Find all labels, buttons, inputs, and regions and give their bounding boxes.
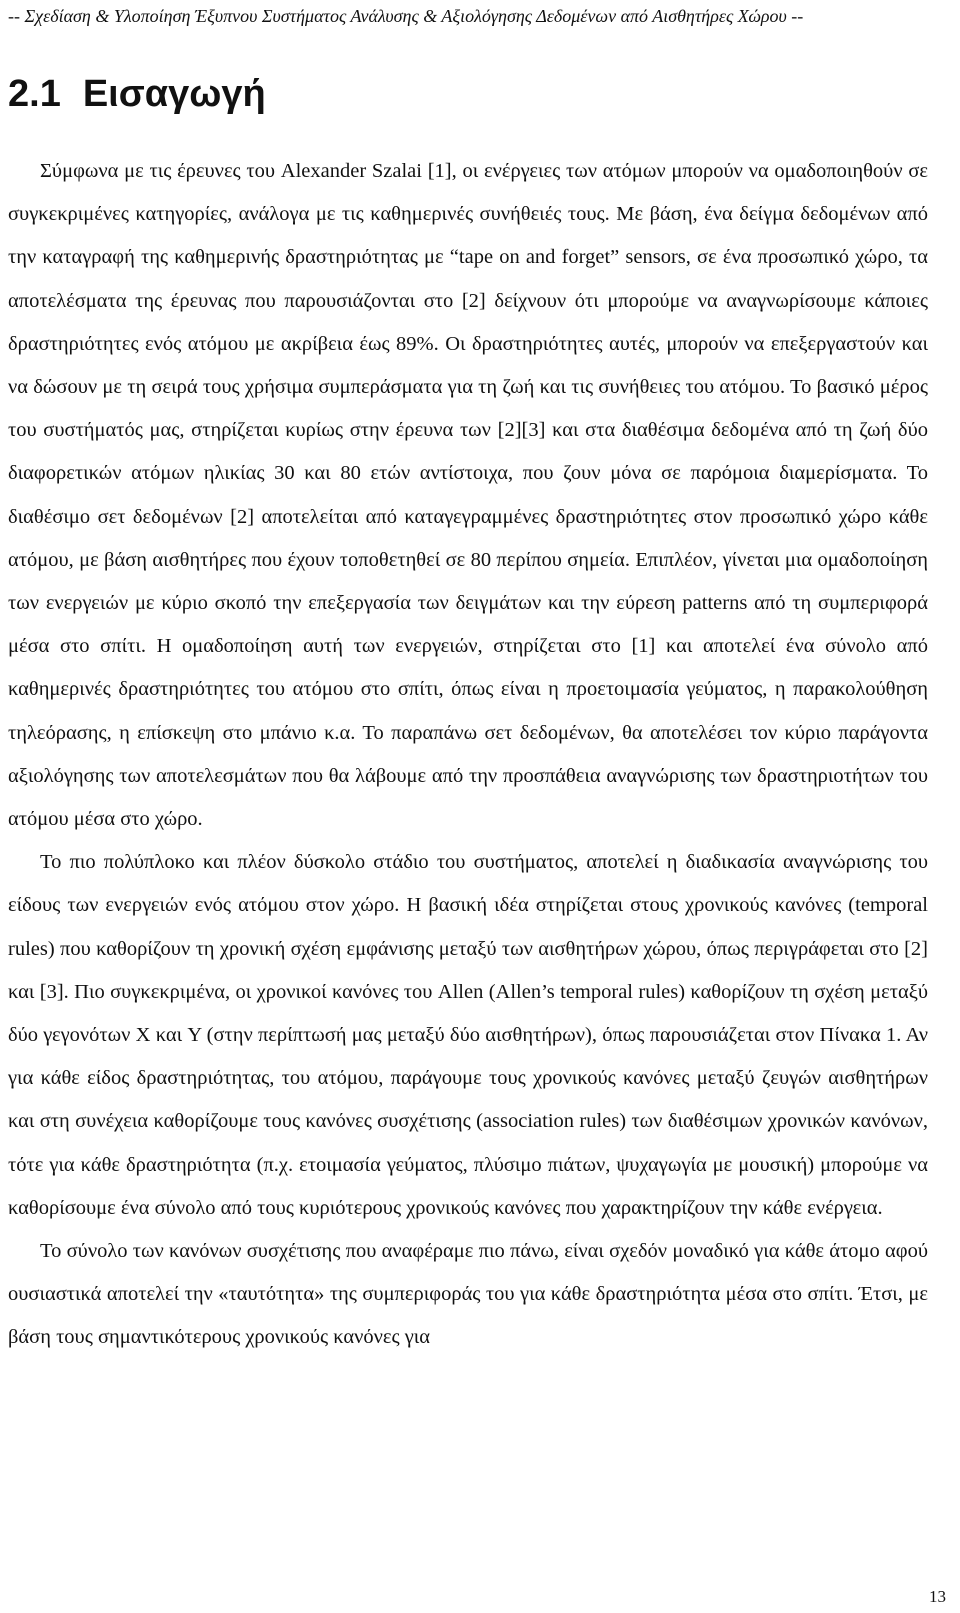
paragraph-3: Το σύνολο των κανόνων συσχέτισης που αναφέραμε πιο πάνω, είναι σχεδόν μοναδικό για κάθε άτομο αφού ουσιαστικά αποτελεί την «ταυτότητα» της συμπεριφοράς του για κάθε δραστηριότητα μέσα στο σπίτι. Έτσι, με βάση τους σημαντικότερους χρονικούς κανόνες για xyxy=(8,1240,928,1349)
page-number: 13 xyxy=(929,1587,946,1606)
body-text xyxy=(8,150,928,1360)
section-heading xyxy=(8,70,266,118)
paragraph-1: Σύμφωνα με τις έρευνες του Alexander Szalai [1], οι ενέργειες των ατόμων μπορούν να ομαδοποιηθούν σε συγκεκριμένες κατηγορίες, ανάλογα με τις καθημερινές συνήθειές τους. Με βάση, ένα δείγμα δεδομένων από την καταγραφή της καθημερινής δραστηριότητας με “tape on and forget” sensors, σε ένα προσωπικό χώρο, τα αποτελέσματα της έρευνας που παρουσιάζονται στο [2] δείχνουν ότι μπορούμε να αναγνωρίσουμε κάποιες δραστηριότητες ενός ατόμου με ακρίβεια έως 89%. Οι δραστηριότητες αυτές, μπορούν να επεξεργαστούν και να δώσουν με τη σειρά τους χρήσιμα συμπεράσματα για τη ζωή και τις συνήθειες του ατόμου. Το βασικό μέρος του συστήματός μας, στηρίζεται κυρίως στην έρευνα των [2][3] και στα διαθέσιμα δεδομένα από τη ζωή δύο διαφορετικών ατόμων ηλικίας 30 και 80 ετών αντίστοιχα, που ζουν μόνα σε παρόμοια διαμερίσματα. Το διαθέσιμο σετ δεδομένων [2] αποτελείται από καταγεγραμμένες δραστηριότητες στον προσωπικό χώρο κάθε ατόμου, με βάση αισθητήρες που έχουν τοποθετηθεί σε 80 περίπου σημεία. Επιπλέον, γίνεται μια ομαδοποίηση των ενεργειών με κύριο σκοπό την επεξεργασία των δειγμάτων και την εύρεση patterns από τη συμπεριφορά μέσα στο σπίτι. Η ομαδοποίηση αυτή των ενεργειών, στηρίζεται στο [1] και αποτελεί ένα σύνολο από καθημερινές δραστηριότητες του ατόμου στο σπίτι, όπως είναι η προετοιμασία γεύματος, η παρακολούθηση τηλεόρασης, η επίσκεψη στο μπάνιο κ.α. Το παραπάνω σετ δεδομένων, θα αποτελέσει τον κύριο παράγοντα αξιολόγησης των αποτελεσμάτων που θα λάβουμε από την προσπάθεια αναγνώρισης των δραστηριοτήτων του ατόμου μέσα στο χώρο. xyxy=(8,160,928,831)
section-number: 2.1 xyxy=(8,73,61,115)
running-header: -- Σχεδίαση & Υλοποίηση Έξυπνου Συστήματος Ανάλυσης & Αξιολόγησης Δεδομένων από Αισθητήρες Χώρου -- xyxy=(8,6,804,26)
paragraph-2: Το πιο πολύπλοκο και πλέον δύσκολο στάδιο του συστήματος, αποτελεί η διαδικασία αναγνώρισης του είδους των ενεργειών ενός ατόμου στον χώρο. Η βασική ιδέα στηρίζεται στους χρονικούς κανόνες (temporal rules) που καθορίζουν τη χρονική σχέση εμφάνισης μεταξύ των αισθητήρων χώρου, όπως περιγράφεται στο [2] και [3]. Πιο συγκεκριμένα, οι χρονικοί κανόνες του Allen (Allen’s temporal rules) καθορίζουν τη σχέση μεταξύ δύο γεγονότων X και Y (στην περίπτωσή μας μεταξύ δύο αισθητήρων), όπως παρουσιάζεται στον Πίνακα 1. Αν για κάθε είδος δραστηριότητας, του ατόμου, παράγουμε τους χρονικούς κανόνες μεταξύ ζευγών αισθητήρων και στη συνέχεια καθορίζουμε τους κανόνες συσχέτισης (association rules) των διαθέσιμων χρονικών κανόνων, τότε για κάθε δραστηριότητα (π.χ. ετοιμασία γεύματος, πλύσιμο πιάτων, ψυχαγωγία με μουσική) μπορούμε να καθορίσουμε ένα σύνολο από τους κυριότερους χρονικούς κανόνες που χαρακτηρίζουν την κάθε ενέργεια. xyxy=(8,851,928,1219)
section-title: Εισαγωγή xyxy=(82,73,266,115)
